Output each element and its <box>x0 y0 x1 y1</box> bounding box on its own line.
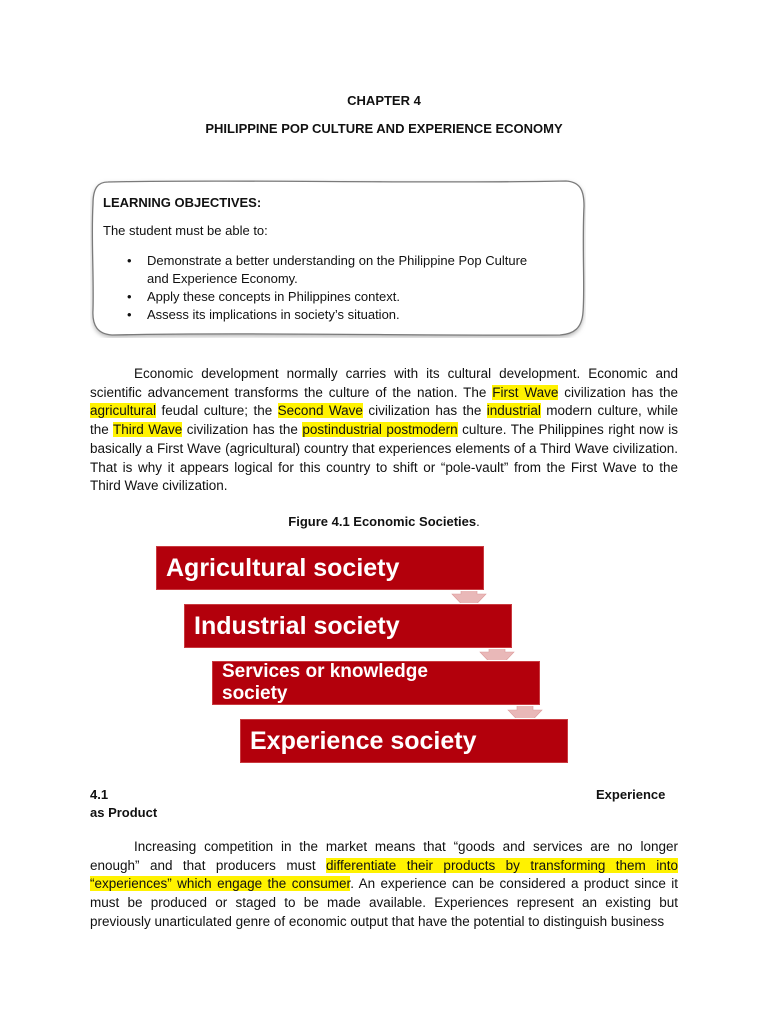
chapter-title: PHILIPPINE POP CULTURE AND EXPERIENCE ECONOMY <box>205 121 563 136</box>
section-title-part1: Experience <box>596 787 666 802</box>
highlight: agricultural <box>90 403 157 419</box>
step-agricultural-society: Agricultural society <box>155 545 485 591</box>
objectives-heading: LEARNING OBJECTIVES: <box>103 195 262 210</box>
learning-objectives-box <box>90 178 586 338</box>
objective-item: • Demonstrate a better understanding on the Philippine Pop Culture and Experience Economy. <box>127 253 528 286</box>
step-industrial-society: Industrial society <box>183 603 513 649</box>
bullet-icon: • <box>127 253 132 268</box>
bullet-icon: • <box>127 289 132 304</box>
chapter-number: CHAPTER 4 <box>347 93 421 108</box>
down-arrow-icon <box>479 636 515 672</box>
paragraph-economic-development: Economic development normally carries with its cultural development. Economic and scientific advancement transforms the culture of the nation. The First Wave civilization has the agricultural feudal culture; the Second Wave civilization has the industrial modern culture, while the Third Wave civilization has the postindustrial postmodern culture. The Philippines right now is basically a First Wave (agricultural) country that experiences elements of a Third Wave civilization. That is why it appears logical for this country to shift or “pole-vault” from the First Wave to the Third Wave civilization. <box>90 366 679 494</box>
section-number: 4.1 <box>90 787 109 802</box>
objectives-intro: The student must be able to: <box>103 223 268 238</box>
highlight: Second Wave <box>277 403 363 419</box>
objectives-list <box>127 252 576 324</box>
objective-item: • Apply these concepts in Philippines context. <box>127 289 400 304</box>
down-arrow-icon <box>451 578 487 614</box>
step-services-knowledge-society: Services or knowledge society <box>211 660 541 706</box>
section-title-part2: as Product <box>90 805 158 820</box>
step-experience-society: Experience society <box>239 718 569 764</box>
down-arrow-icon <box>507 694 543 730</box>
bullet-icon: • <box>127 307 132 322</box>
highlight: differentiate their products by transforming them into “experiences” which engage the consumer <box>90 857 678 892</box>
paragraph-experience-product: Increasing competition in the market means that “goods and services are no longer enough” and that producers must differentiate their products by transforming them into “experiences” which engage the consumer. An experience can be considered a product since it must be produced or staged to be made available. Experiences represent an existing but previously unarticulated genre of economic output that have the potential to distinguish business <box>90 839 678 929</box>
objective-item: • Assess its implications in society’s situation. <box>127 307 400 322</box>
highlight: postindustrial postmodern <box>302 422 458 438</box>
highlight: Third Wave <box>113 422 183 438</box>
figure-caption: Figure 4.1 Economic Societies. <box>288 514 480 529</box>
highlight: industrial <box>486 403 541 419</box>
highlight: First Wave <box>492 384 559 400</box>
